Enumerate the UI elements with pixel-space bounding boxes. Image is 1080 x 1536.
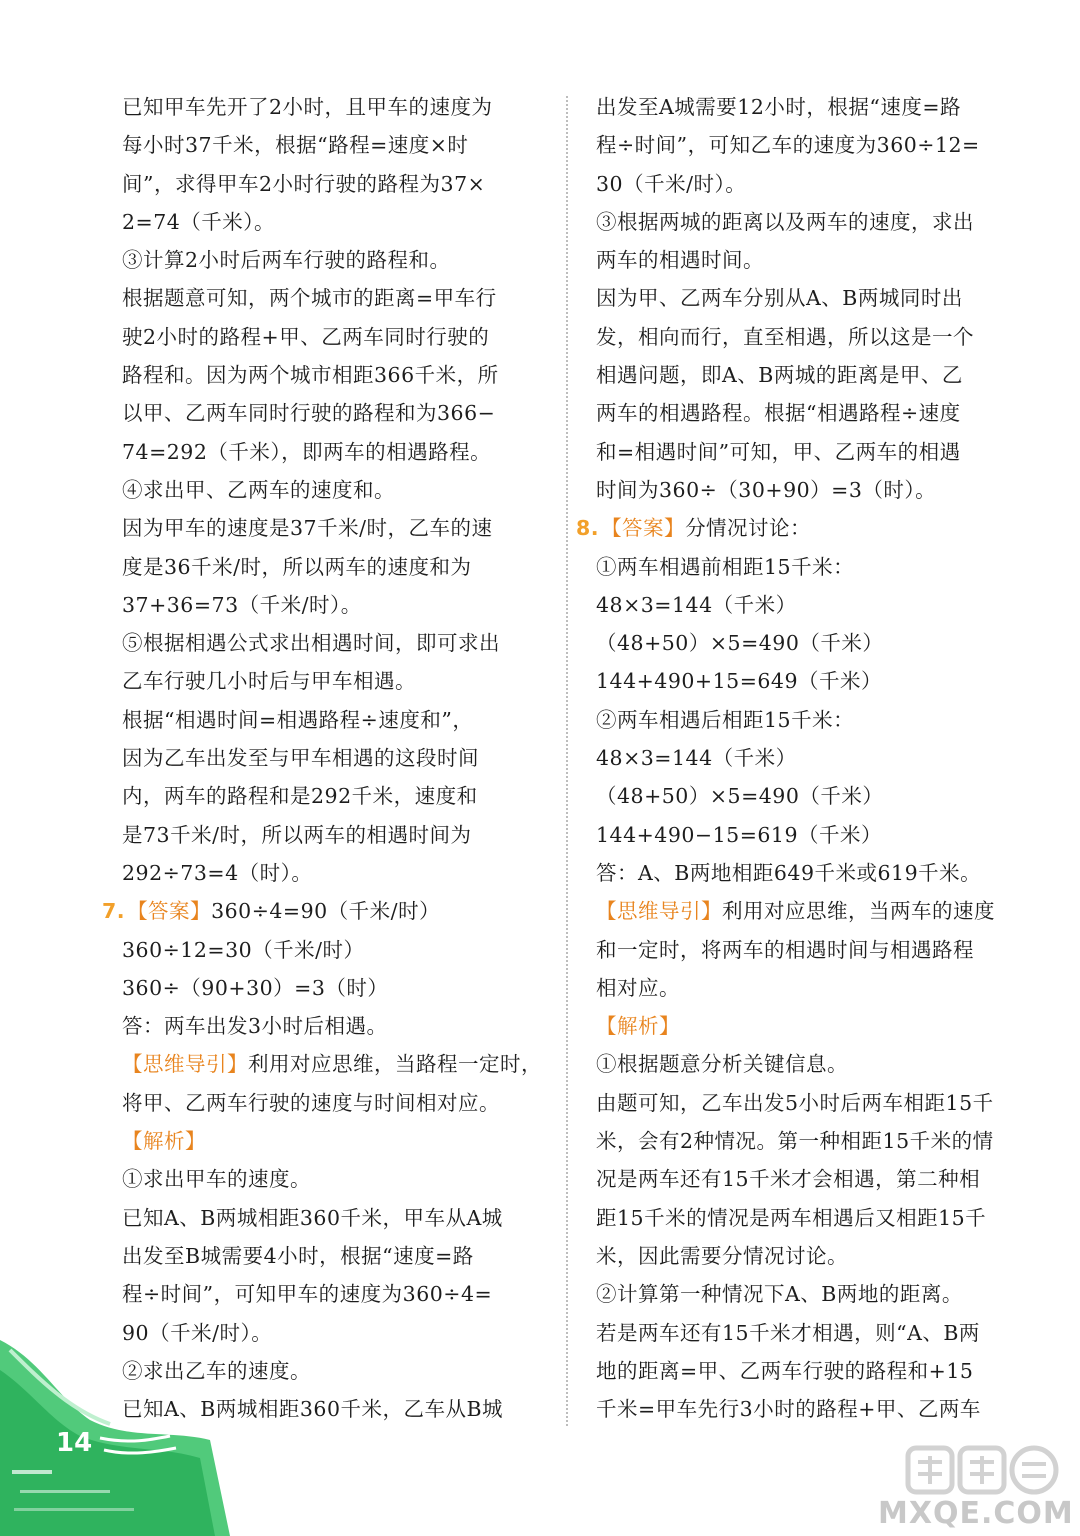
line-text: 144+490−15=619（千米） bbox=[596, 822, 882, 847]
text-line bbox=[596, 165, 1036, 203]
column-divider bbox=[566, 96, 568, 1426]
line-text: （48+50）×5=490（千米） bbox=[596, 784, 884, 809]
line-text: 将甲、乙两车行驶的速度与时间相对应。 bbox=[122, 1090, 500, 1115]
line-text: 出发至B城需要4小时，根据“速度=路 bbox=[122, 1243, 474, 1268]
line-text: 程÷时间”，可知乙车的速度为360÷12= bbox=[596, 133, 980, 158]
watermark-text: MXQE.COM bbox=[878, 1496, 1074, 1531]
line-text: 因为甲车的速度是37千米/时，乙车的速 bbox=[122, 516, 493, 541]
line-text: 以甲、乙两车同时行驶的路程和为366− bbox=[122, 401, 496, 426]
line-text: ②求出乙车的速度。 bbox=[122, 1358, 311, 1383]
text-line bbox=[596, 1007, 1036, 1045]
line-text: ③计算2小时后两车行驶的路程和。 bbox=[122, 248, 451, 273]
text-line bbox=[596, 356, 1036, 394]
text-line bbox=[122, 356, 552, 394]
line-text: 距15千米的情况是两车相遇后又相距15千 bbox=[596, 1205, 987, 1230]
text-line bbox=[122, 279, 552, 317]
line-text: 米，会有2种情况。第一种相距15千米的情 bbox=[596, 1129, 994, 1154]
line-text: 相对应。 bbox=[596, 975, 680, 1000]
line-text: 相遇问题，即A、B两城的距离是甲、乙 bbox=[596, 363, 963, 388]
line-text: ①根据题意分析关键信息。 bbox=[596, 1052, 848, 1077]
text-line bbox=[122, 241, 552, 279]
text-line bbox=[596, 203, 1036, 241]
line-text: 利用对应思维，当两车的速度 bbox=[722, 899, 995, 924]
text-line bbox=[122, 126, 552, 164]
line-text: 时间为360÷（30+90）=3（时）。 bbox=[596, 477, 937, 502]
text-line bbox=[596, 816, 1036, 854]
text-line bbox=[596, 739, 1036, 777]
text-line bbox=[102, 892, 552, 930]
line-text: 答：两车出发3小时后相遇。 bbox=[122, 1014, 388, 1039]
line-text: 根据题意可知，两个城市的距离=甲车行 bbox=[122, 286, 497, 311]
text-line bbox=[596, 394, 1036, 432]
text-line bbox=[122, 433, 552, 471]
text-line bbox=[122, 1160, 552, 1198]
line-text: 360÷4=90（千米/时） bbox=[211, 899, 441, 924]
line-text: 每小时37千米，根据“路程=速度×时 bbox=[122, 133, 469, 158]
text-line bbox=[122, 701, 552, 739]
text-line bbox=[596, 318, 1036, 356]
text-line bbox=[122, 1237, 552, 1275]
text-line bbox=[596, 1160, 1036, 1198]
line-text: ③根据两城的距离以及两车的速度，求出 bbox=[596, 209, 974, 234]
text-line bbox=[122, 586, 552, 624]
line-text: 90（千米/时）。 bbox=[122, 1320, 273, 1345]
text-line bbox=[122, 1007, 552, 1045]
line-text: ⑤根据相遇公式求出相遇时间，即可求出 bbox=[122, 631, 500, 656]
line-text: 间”，求得甲车2小时行驶的路程为37× bbox=[122, 171, 486, 196]
line-text: 度是36千米/时，所以两车的速度和为 bbox=[122, 554, 472, 579]
text-line bbox=[596, 701, 1036, 739]
line-text: 发，相向而行，直至相遇，所以这是一个 bbox=[596, 324, 974, 349]
line-text: ④求出甲、乙两车的速度和。 bbox=[122, 477, 395, 502]
line-text: 因为甲、乙两车分别从A、B两城同时出 bbox=[596, 286, 963, 311]
line-text: 因为乙车出发至与甲车相遇的这段时间 bbox=[122, 746, 479, 771]
line-text: 乙车行驶几小时后与甲车相遇。 bbox=[122, 669, 416, 694]
text-line bbox=[122, 88, 552, 126]
section-tag: 【答案】 bbox=[601, 516, 686, 541]
line-text: 已知甲车先开了2小时，且甲车的速度为 bbox=[122, 95, 493, 119]
text-line bbox=[122, 509, 552, 547]
text-line bbox=[596, 1045, 1036, 1083]
line-text: 千米=甲车先行3小时的路程+甲、乙两车 bbox=[596, 1397, 981, 1422]
line-text: 2=74（千米）。 bbox=[122, 209, 276, 234]
line-text: 由题可知，乙车出发5小时后两车相距15千 bbox=[596, 1090, 994, 1115]
left-column bbox=[102, 88, 552, 1428]
question-number: 8. bbox=[576, 516, 600, 541]
line-text: 出发至A城需要12小时，根据“速度=路 bbox=[596, 95, 962, 119]
section-tag: 【答案】 bbox=[127, 899, 212, 924]
text-line bbox=[596, 854, 1036, 892]
line-text: ①求出甲车的速度。 bbox=[122, 1167, 311, 1192]
section-tag: 【解析】 bbox=[122, 1129, 206, 1154]
line-text: 和一定时，将两车的相遇时间与相遇路程 bbox=[596, 937, 974, 962]
line-text: 米，因此需要分情况讨论。 bbox=[596, 1243, 848, 1268]
text-line bbox=[596, 1390, 1036, 1428]
text-line bbox=[122, 662, 552, 700]
line-text: ②计算第一种情况下A、B两地的距离。 bbox=[596, 1282, 963, 1307]
question-number: 7. bbox=[102, 899, 126, 924]
text-line bbox=[596, 88, 1036, 126]
text-line bbox=[122, 1275, 552, 1313]
line-text: 360÷（90+30）=3（时） bbox=[122, 975, 389, 1000]
text-line bbox=[596, 1084, 1036, 1122]
line-text: 37+36=73（千米/时）。 bbox=[122, 592, 362, 617]
text-line bbox=[596, 433, 1036, 471]
text-line bbox=[596, 1122, 1036, 1160]
line-text: 和=相遇时间”可知，甲、乙两车的相遇 bbox=[596, 439, 961, 464]
right-column bbox=[576, 88, 1036, 1428]
line-text: 地的距离=甲、乙两车行驶的路程和+15 bbox=[596, 1358, 974, 1383]
text-line bbox=[596, 586, 1036, 624]
text-line bbox=[596, 969, 1036, 1007]
text-line bbox=[596, 241, 1036, 279]
text-line bbox=[596, 548, 1036, 586]
line-text: 是73千米/时，所以两车的相遇时间为 bbox=[122, 822, 472, 847]
text-line bbox=[596, 1275, 1036, 1313]
text-line bbox=[596, 1352, 1036, 1390]
line-text: 利用对应思维，当路程一定时， bbox=[248, 1052, 542, 1077]
line-text: ②两车相遇后相距15千米： bbox=[596, 707, 855, 732]
line-text: 答：A、B两地相距649千米或619千米。 bbox=[596, 860, 982, 885]
line-text: 根据“相遇时间=相遇路程÷速度和”， bbox=[122, 707, 474, 732]
line-text: 两车的相遇时间。 bbox=[596, 248, 764, 273]
text-line bbox=[122, 165, 552, 203]
line-text: 若是两车还有15千米才相遇，则“A、B两 bbox=[596, 1320, 980, 1345]
text-line bbox=[576, 509, 1036, 547]
text-line bbox=[122, 548, 552, 586]
section-tag: 【解析】 bbox=[596, 1014, 680, 1039]
line-text: 48×3=144（千米） bbox=[596, 592, 797, 617]
line-text: 况是两车还有15千米才会相遇，第二种相 bbox=[596, 1167, 981, 1192]
text-line bbox=[122, 1199, 552, 1237]
text-line bbox=[122, 471, 552, 509]
line-text: 两车的相遇路程。根据“相遇路程÷速度 bbox=[596, 401, 961, 426]
text-line bbox=[596, 279, 1036, 317]
text-line bbox=[596, 624, 1036, 662]
text-line bbox=[122, 854, 552, 892]
line-text: ①两车相遇前相距15千米： bbox=[596, 554, 855, 579]
text-line bbox=[122, 816, 552, 854]
text-line bbox=[596, 892, 1036, 930]
corner-decoration bbox=[0, 1340, 260, 1536]
line-text: 驶2小时的路程+甲、乙两车同时行驶的 bbox=[122, 324, 490, 349]
text-line bbox=[122, 739, 552, 777]
text-line bbox=[122, 624, 552, 662]
line-text: 48×3=144（千米） bbox=[596, 746, 797, 771]
text-line bbox=[122, 1122, 552, 1160]
line-text: 292÷73=4（时）。 bbox=[122, 860, 313, 885]
line-text: 360÷12=30（千米/时） bbox=[122, 937, 365, 962]
text-line bbox=[122, 318, 552, 356]
line-text: 路程和。因为两个城市相距366千米，所 bbox=[122, 363, 499, 388]
section-tag: 【思维导引】 bbox=[596, 899, 722, 924]
text-line bbox=[596, 471, 1036, 509]
text-line bbox=[596, 1314, 1036, 1352]
line-text: 144+490+15=649（千米） bbox=[596, 669, 882, 694]
section-tag: 【思维导引】 bbox=[122, 1052, 248, 1077]
text-line bbox=[596, 662, 1036, 700]
text-line bbox=[122, 969, 552, 1007]
line-text: 分情况讨论： bbox=[685, 516, 812, 541]
text-line bbox=[122, 931, 552, 969]
text-line bbox=[122, 777, 552, 815]
text-line bbox=[122, 394, 552, 432]
line-text: （48+50）×5=490（千米） bbox=[596, 631, 884, 656]
line-text: 程÷时间”，可知甲车的速度为360÷4= bbox=[122, 1282, 493, 1307]
text-line bbox=[596, 1237, 1036, 1275]
line-text: 已知A、B两城相距360千米，甲车从A城 bbox=[122, 1205, 503, 1230]
line-text: 74=292（千米），即两车的相遇路程。 bbox=[122, 439, 492, 464]
line-text: 30（千米/时）。 bbox=[596, 171, 747, 196]
text-line bbox=[596, 931, 1036, 969]
text-line bbox=[122, 203, 552, 241]
line-text: 已知A、B两城相距360千米，乙车从B城 bbox=[122, 1397, 504, 1422]
text-line bbox=[596, 126, 1036, 164]
text-line bbox=[122, 1084, 552, 1122]
text-line bbox=[596, 777, 1036, 815]
page-number: 14 bbox=[56, 1428, 93, 1458]
line-text: 内，两车的路程和是292千米，速度和 bbox=[122, 784, 478, 809]
text-line bbox=[596, 1199, 1036, 1237]
text-line bbox=[122, 1045, 552, 1083]
